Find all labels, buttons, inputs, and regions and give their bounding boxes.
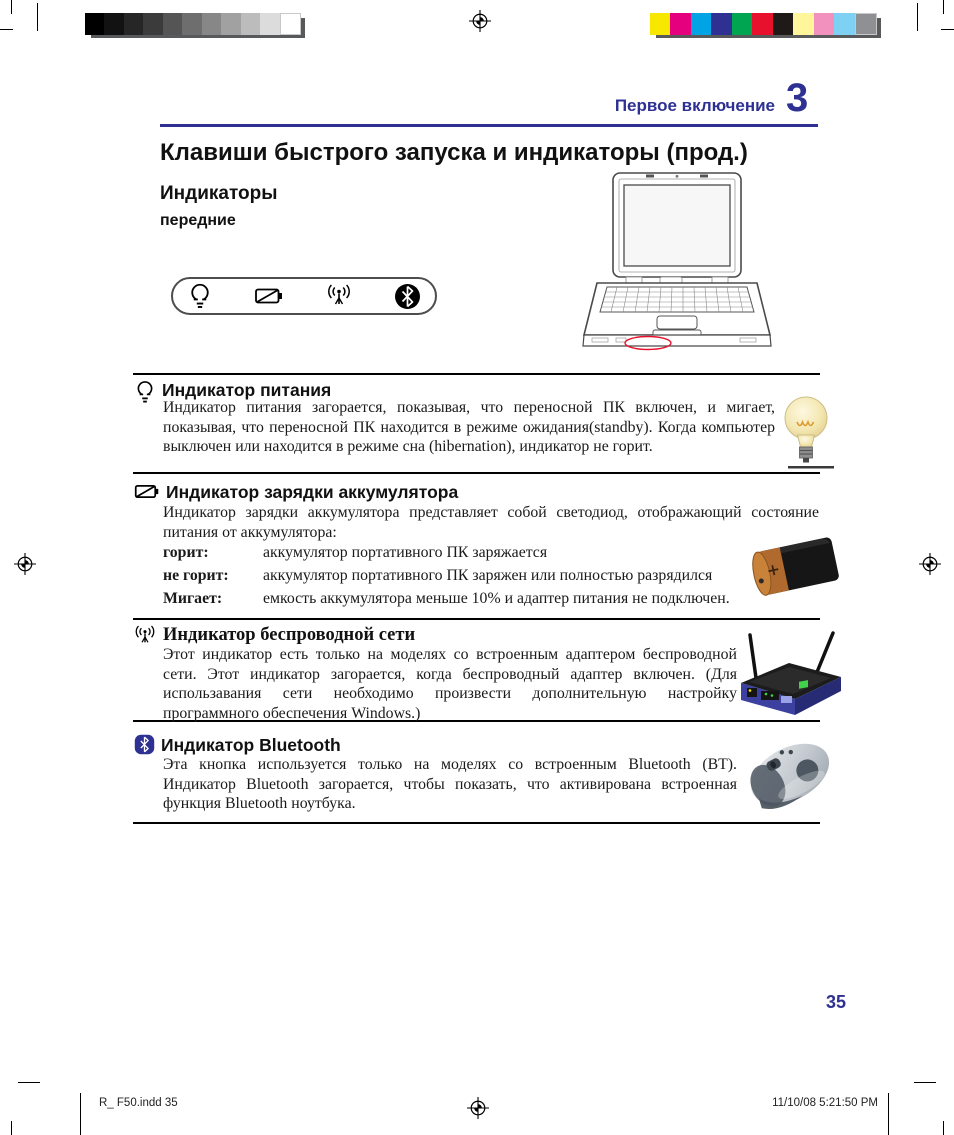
page-title: Клавиши быстрого запуска и индикаторы (прод.)	[160, 139, 748, 166]
crop-mark	[943, 1121, 944, 1135]
battery-charge-icon	[134, 481, 160, 502]
calibration-swatch	[124, 13, 143, 35]
wireless-icon	[133, 624, 157, 647]
crop-mark	[37, 3, 38, 31]
footer-filename: R_ F50.indd 35	[99, 1097, 178, 1109]
section-body-bluetooth: Эта кнопка используется только на моделях со встроенным Bluetooth (BT). Индикатор Bluetooth загорается, чтобы показать, что активирована встроенная функция Bluetooth ноутбука.	[163, 756, 737, 812]
section-body-power: Индикатор питания загорается, показывая, что переносной ПК включен, и мигает, показывая, что переносной ПК находится в режиме ожидания(standby). Когда компьютер выключен или находится в режиме сна (hibernation), индикатор не горит.	[163, 399, 775, 455]
crop-mark	[11, 0, 12, 14]
registration-mark-icon	[14, 553, 36, 575]
subsection-title: передние	[160, 212, 236, 229]
calibration-swatch	[650, 13, 670, 35]
calibration-swatch	[163, 13, 182, 35]
calibration-swatch	[182, 13, 201, 35]
calibration-swatch	[711, 13, 731, 35]
footer-timestamp: 11/10/08 5:21:50 PM	[772, 1097, 878, 1109]
battery-state-label: Мигает:	[163, 590, 223, 607]
registration-mark-icon	[469, 10, 491, 32]
calibration-swatch	[752, 13, 772, 35]
section-heading-bluetooth	[134, 734, 341, 756]
calibration-swatch	[221, 13, 240, 35]
crop-mark	[914, 1082, 936, 1083]
page-number: 35	[826, 992, 847, 1012]
calibration-swatch	[691, 13, 711, 35]
registration-mark-icon	[919, 553, 941, 575]
calibration-swatch	[793, 13, 813, 35]
calibration-swatch	[834, 13, 854, 35]
wireless-icon	[325, 283, 353, 309]
crop-mark	[941, 29, 954, 30]
battery-charge-icon	[254, 284, 284, 308]
calibration-swatch	[241, 13, 260, 35]
power-icon	[134, 379, 156, 404]
section-divider	[133, 618, 820, 620]
section-heading-text: Индикатор Bluetooth	[161, 735, 341, 755]
battery-state-label: не горит:	[163, 567, 229, 584]
header-rule	[160, 124, 818, 127]
battery-state-text: аккумулятор портативного ПК заряжен или полностью разрядился	[263, 567, 713, 584]
chapter-number: 3	[786, 76, 809, 120]
crop-mark	[917, 3, 918, 31]
battery-state-text: емкость аккумулятора меньше 10% и адаптер питания не подключен.	[263, 590, 730, 607]
calibration-swatch	[773, 13, 793, 35]
calibration-swatch	[732, 13, 752, 35]
calibration-swatch	[143, 13, 162, 35]
mouse-image	[735, 731, 845, 817]
calibration-swatch	[85, 13, 104, 35]
grayscale-calibration-bar	[85, 13, 301, 35]
crop-mark	[18, 1082, 40, 1083]
router-image	[735, 627, 847, 717]
calibration-swatch	[670, 13, 690, 35]
section-divider	[133, 472, 820, 474]
battery-state-label: горит:	[163, 544, 209, 561]
battery-image	[748, 524, 848, 608]
crop-mark	[11, 1121, 12, 1135]
crop-mark	[888, 1093, 889, 1135]
crop-mark	[943, 0, 944, 14]
section-title: Индикаторы	[160, 183, 278, 204]
bluetooth-icon	[394, 283, 421, 310]
section-divider	[133, 822, 820, 824]
color-calibration-bar	[650, 13, 877, 35]
front-indicator-strip	[171, 277, 437, 315]
power-icon	[187, 282, 213, 310]
section-body-wireless: Этот индикатор есть только на моделях со встроенным адаптером беспроводной сети. Этот индикатор загорается, когда беспроводный адаптер включен. (Для использавания сети необходимо произвести дополнительную настройку программного обеспечения Windows.)	[163, 646, 737, 722]
calibration-swatch	[814, 13, 834, 35]
chapter-label: Первое включение	[614, 96, 775, 115]
calibration-swatch	[260, 13, 279, 35]
section-heading-battery	[134, 481, 458, 503]
calibration-swatch	[202, 13, 221, 35]
section-heading-text: Индикатор беспроводной сети	[163, 625, 416, 645]
calibration-swatch	[104, 13, 123, 35]
battery-state-text: аккумулятор портативного ПК заряжается	[263, 544, 548, 561]
crop-mark	[80, 1093, 81, 1135]
section-heading-wireless	[133, 624, 415, 647]
lightbulb-image	[778, 392, 836, 472]
laptop-illustration	[580, 170, 772, 360]
section-heading-text: Индикатор питания	[162, 380, 332, 400]
section-divider	[133, 373, 820, 375]
section-body-battery: Индикатор зарядки аккумулятора представляет собой светодиод, отображающий состояние питания от аккумулятора:	[163, 504, 819, 541]
calibration-swatch	[280, 13, 301, 35]
crop-mark	[0, 29, 13, 30]
registration-mark-icon	[467, 1097, 489, 1119]
bluetooth-icon	[134, 734, 155, 755]
section-heading-text: Индикатор зарядки аккумулятора	[166, 482, 459, 502]
calibration-swatch	[855, 13, 877, 35]
